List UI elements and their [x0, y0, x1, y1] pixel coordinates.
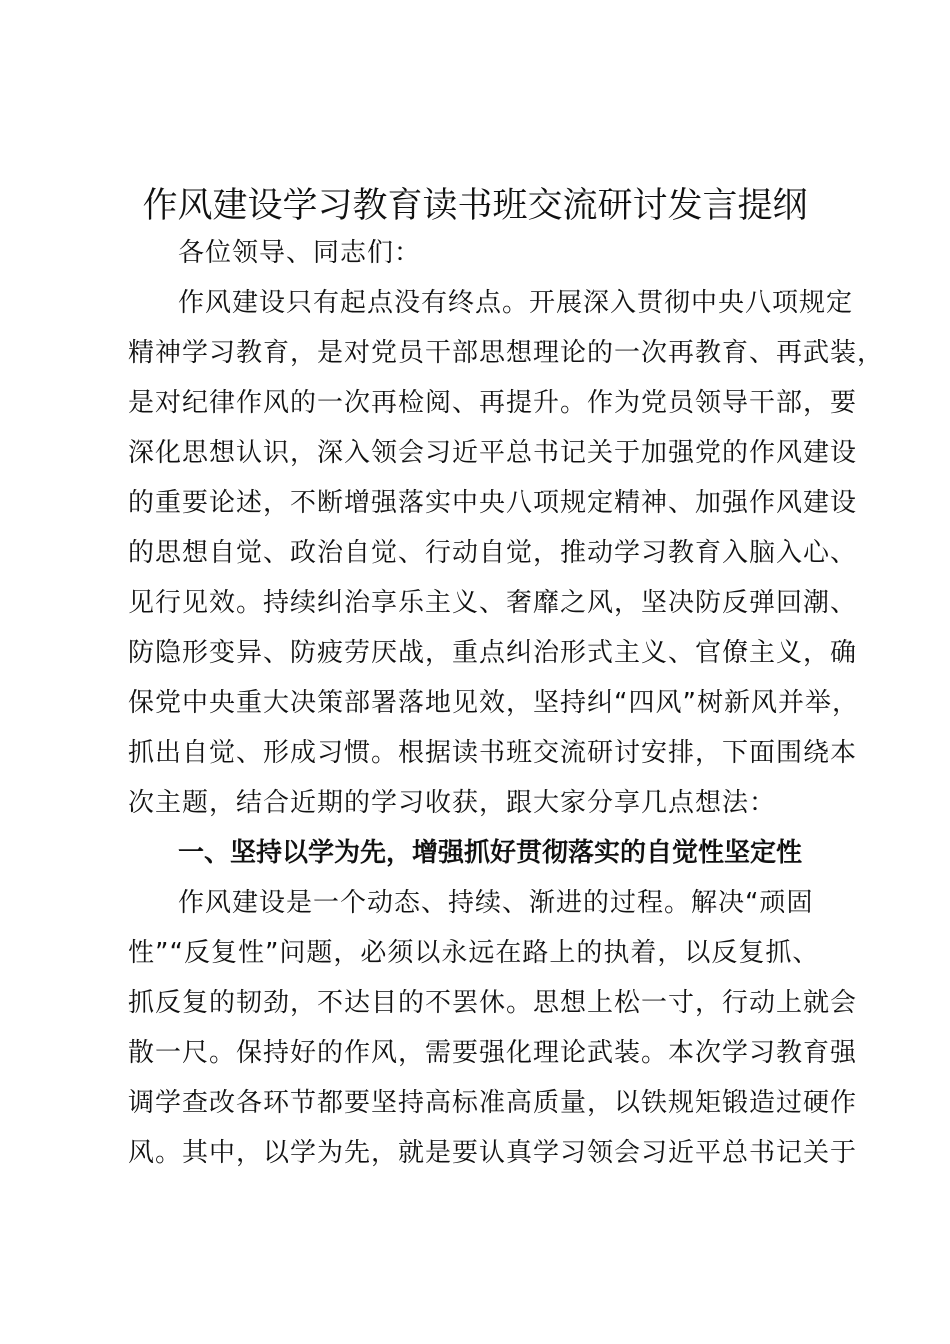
section-heading: 一、坚持以学为先，增强抓好贯彻落实的自觉性坚定性	[178, 838, 803, 868]
paragraph-line: 防隐形变异、防疲劳厌战，重点纠治形式主义、官僚主义，确	[128, 638, 858, 668]
paragraph-line: 抓反复的韧劲，不达目的不罢休。思想上松一寸，行动上就会	[128, 988, 858, 1018]
paragraph-line: 性”“反复性”问题，必须以永远在路上的执着，以反复抓、	[128, 938, 820, 968]
paragraph-line: 深化思想认识，深入领会习近平总书记关于加强党的作风建设	[128, 438, 858, 468]
paragraph-line: 作风建设是一个动态、持续、渐进的过程。解决“顽固	[178, 888, 814, 918]
document-title: 作风建设学习教育读书班交流研讨发言提纲	[142, 186, 808, 226]
paragraph-line: 精神学习教育，是对党员干部思想理论的一次再教育、再武装，	[128, 338, 885, 368]
paragraph-line: 保党中央重大决策部署落地见效，坚持纠“四风”树新风并举，	[128, 688, 859, 718]
paragraph-line: 是对纪律作风的一次再检阅、再提升。作为党员领导干部，要	[128, 388, 858, 418]
paragraph-line: 调学查改各环节都要坚持高标准高质量，以铁规矩锻造过硬作	[128, 1088, 858, 1118]
paragraph-line: 的重要论述，不断增强落实中央八项规定精神、加强作风建设	[128, 488, 858, 518]
paragraph-line: 散一尺。保持好的作风，需要强化理论武装。本次学习教育强	[128, 1038, 858, 1068]
paragraph-line: 风。其中，以学为先，就是要认真学习领会习近平总书记关于	[128, 1138, 858, 1168]
paragraph-line: 次主题，结合近期的学习收获，跟大家分享几点想法：	[128, 788, 777, 818]
paragraph-line: 见行见效。持续纠治享乐主义、奢靡之风，坚决防反弹回潮、	[128, 588, 858, 618]
paragraph-line: 的思想自觉、政治自觉、行动自觉，推动学习教育入脑入心、	[128, 538, 858, 568]
paragraph-line: 作风建设只有起点没有终点。开展深入贯彻中央八项规定	[178, 288, 854, 318]
salutation: 各位领导、同志们：	[178, 238, 422, 268]
paragraph-line: 抓出自觉、形成习惯。根据读书班交流研讨安排，下面围绕本	[128, 738, 858, 768]
